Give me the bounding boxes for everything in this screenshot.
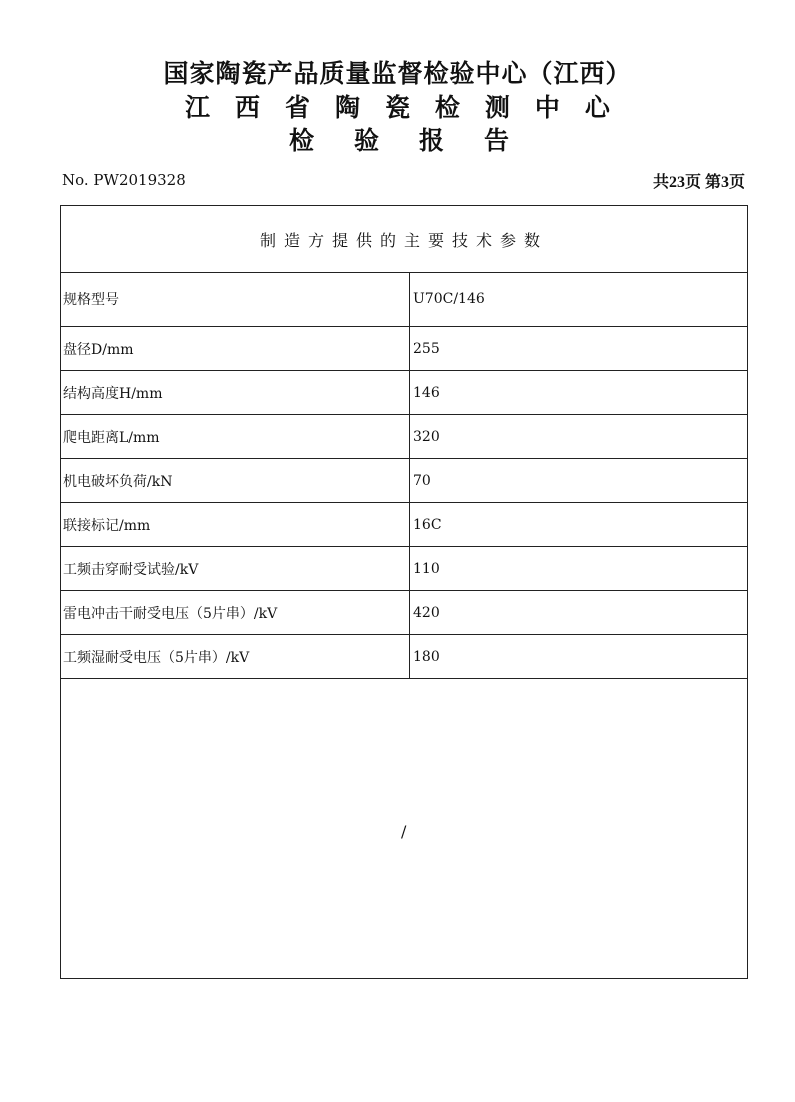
- table-row: [61, 459, 747, 503]
- table-row: [61, 547, 747, 591]
- param-label: 爬电距离L/mm: [61, 415, 410, 458]
- title-char: 中: [534, 93, 560, 122]
- param-value: U70C/146: [413, 291, 485, 307]
- table-row: [61, 327, 747, 371]
- table-row: [61, 591, 747, 635]
- report-title-line2: [185, 88, 610, 124]
- title-char: 测: [484, 93, 510, 122]
- param-value: 255: [413, 340, 440, 357]
- param-label: 结构高度H/mm: [61, 371, 410, 414]
- title-char: 江: [185, 93, 211, 122]
- param-value: 16C: [413, 516, 442, 533]
- title-char: 心: [584, 93, 610, 122]
- param-value: 180: [413, 648, 440, 665]
- param-label: 规格型号: [61, 272, 410, 326]
- table-row: [61, 415, 747, 459]
- title-char: 陶: [334, 93, 360, 122]
- table-row: [61, 503, 747, 547]
- blank-area-mark: /: [401, 822, 407, 841]
- param-value: 320: [413, 428, 440, 445]
- title-char: 省: [284, 93, 310, 122]
- param-value: 420: [413, 604, 440, 621]
- param-value: 110: [413, 560, 440, 577]
- param-label: 工频击穿耐受试验/kV: [61, 547, 410, 590]
- parameter-table: [60, 205, 748, 979]
- title-char: 检: [289, 126, 315, 155]
- title-char: 检: [434, 93, 460, 122]
- title-char: 验: [353, 126, 379, 155]
- table-row: [61, 371, 747, 415]
- table-row: [61, 272, 747, 327]
- report-title-line1: 国家陶瓷产品质量监督检验中心（江西）: [163, 59, 632, 88]
- title-char: 西: [234, 93, 260, 122]
- table-row: [61, 635, 747, 679]
- page-info: 共23页 第3页: [652, 174, 745, 191]
- title-char: 报: [418, 126, 444, 155]
- param-value: 146: [413, 384, 440, 401]
- param-value: 70: [413, 472, 431, 489]
- table-title: 制造方提供的主要技术参数: [61, 206, 747, 273]
- report-title-line3: [289, 121, 509, 157]
- param-label: 雷电冲击干耐受电压（5片串）/kV: [61, 591, 410, 634]
- param-label: 盘径D/mm: [61, 327, 410, 370]
- report-number: No. PW2019328: [62, 171, 186, 189]
- param-label: 工频湿耐受电压（5片串）/kV: [61, 635, 410, 678]
- title-char: 告: [483, 126, 509, 155]
- title-char: 瓷: [384, 93, 410, 122]
- param-label: 机电破坏负荷/kN: [61, 459, 410, 502]
- param-label: 联接标记/mm: [61, 503, 410, 546]
